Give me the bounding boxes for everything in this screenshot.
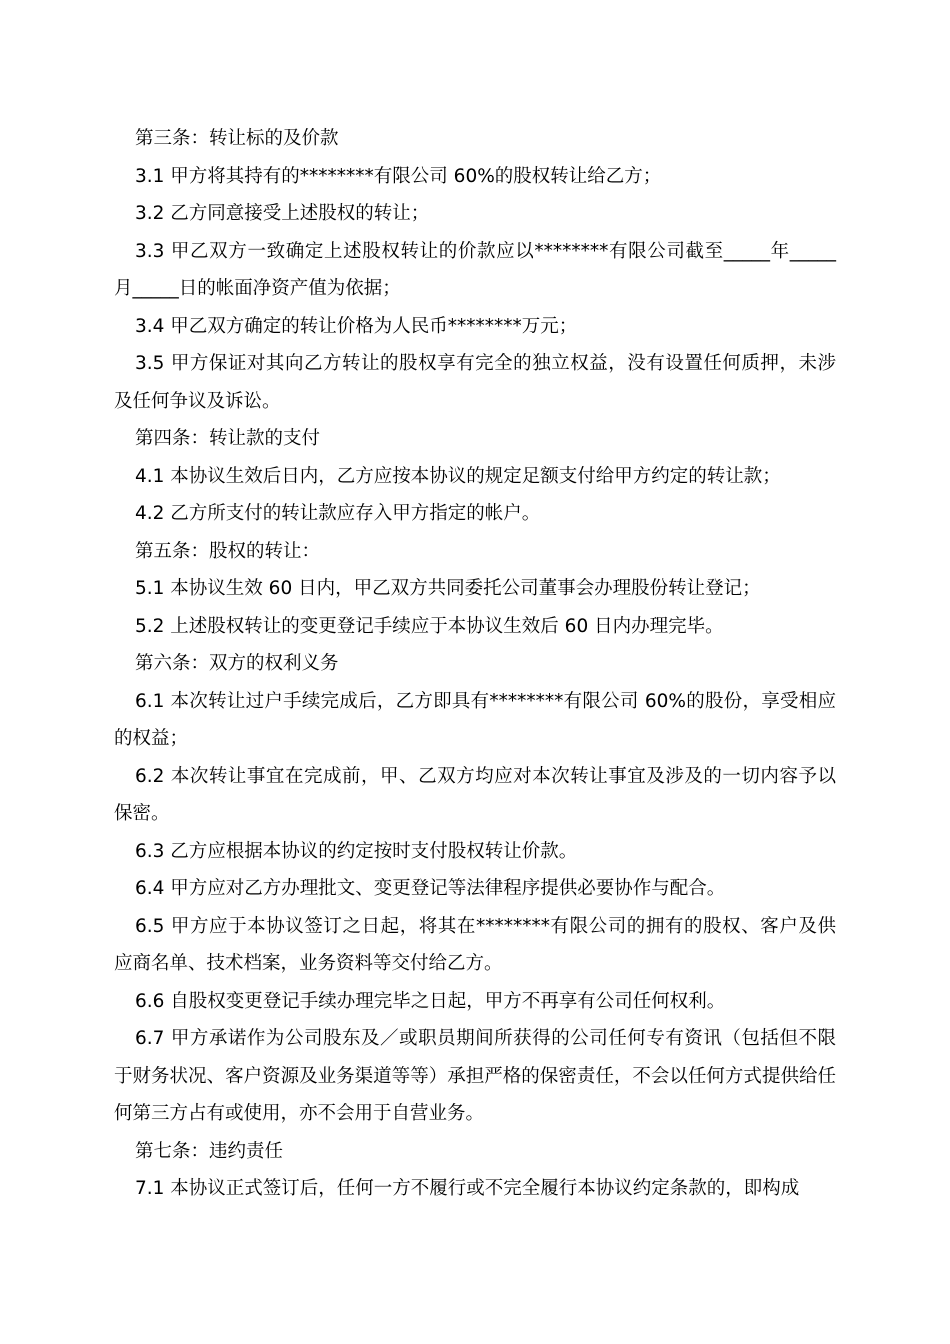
clause-3-1: 3.1 甲方将其持有的********有限公司 60%的股权转让给乙方； (135, 165, 662, 187)
clause-7-1: 7.1 本协议正式签订后，任何一方不履行或不完全履行本协议约定条款的，即构成 (135, 1178, 800, 1199)
clause-5-1: 5.1 本协议生效 60 日内，甲乙双方共同委托公司董事会办理股份转让登记； (135, 578, 761, 599)
clause-4-2: 4.2 乙方所支付的转让款应存入甲方指定的帐户。 (135, 503, 541, 524)
clause-6-6: 6.6 自股权变更登记手续办理完毕之日起，甲方不再享有公司任何权利。 (135, 990, 726, 1012)
clause-6-7: 6.7 甲方承诺作为公司股东及／或职员期间所获得的公司任何专有资讯（包括但不限于财务状况、客户资源及业务渠道等等）承担严格的保密责任，不会以任何方式提供给任何第三方占有或使用，亦不会用于自营业务。 (114, 1028, 836, 1124)
clause-3-4: 3.4 甲乙双方确定的转让价格为人民币********万元； (135, 315, 578, 337)
clause-6-3: 6.3 乙方应根据本协议的约定按时支付股权转让价款。 (135, 840, 578, 862)
article-4-heading: 第四条：转让款的支付 (135, 428, 321, 449)
clause-6-2: 6.2 本次转让事宜在完成前，甲、乙双方均应对本次转让事宜及涉及的一切内容予以保密。 (114, 765, 836, 824)
clause-3-5: 3.5 甲方保证对其向乙方转让的股权享有完全的独立权益，没有设置任何质押，未涉及任何争议及诉讼。 (114, 353, 836, 412)
clause-3-3: 3.3 甲乙双方一致确定上述股权转让的价款应以********有限公司截至_____年_____月_____日的帐面净资产值为依据； (114, 240, 836, 299)
document-body (114, 120, 836, 1208)
clause-6-5: 6.5 甲方应于本协议签订之日起，将其在********有限公司的拥有的股权、客户及供应商名单、技术档案，业务资料等交付给乙方。 (114, 915, 836, 974)
article-7-heading: 第七条：违约责任 (135, 1140, 284, 1162)
clause-6-1: 6.1 本次转让过户手续完成后，乙方即具有********有限公司 60%的股份，享受相应的权益； (114, 690, 836, 749)
article-6-heading: 第六条：双方的权利义务 (135, 653, 339, 674)
article-3-heading: 第三条：转让标的及价款 (135, 128, 339, 149)
clause-6-4: 6.4 甲方应对乙方办理批文、变更登记等法律程序提供必要协作与配合。 (135, 878, 726, 899)
clause-3-2: 3.2 乙方同意接受上述股权的转让； (135, 203, 430, 224)
clause-4-1: 4.1 本协议生效后日内，乙方应按本协议的规定足额支付给甲方约定的转让款； (135, 465, 781, 487)
clause-5-2: 5.2 上述股权转让的变更登记手续应于本协议生效后 60 日内办理完毕。 (135, 615, 724, 637)
article-5-heading: 第五条：股权的转让： (135, 540, 321, 562)
